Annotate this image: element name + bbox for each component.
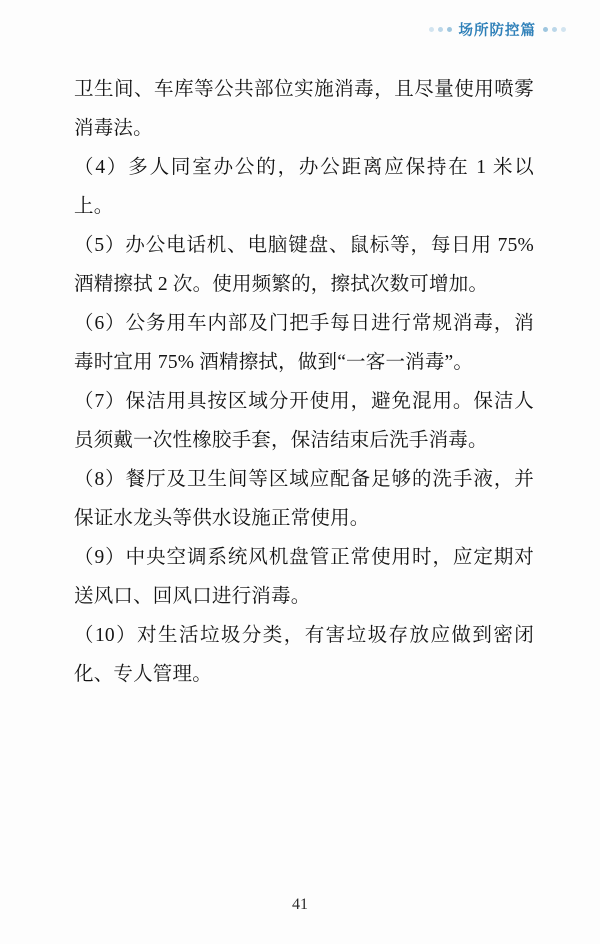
header-title: 场所防控篇 [458,22,536,39]
header-dots-right-icon [543,27,566,32]
paragraph: （8）餐厅及卫生间等区域应配备足够的洗手液，并保证水龙头等供水设施正常使用。 [74,469,534,529]
page-body [74,70,534,694]
paragraph: （7）保洁用具按区域分开使用，避免混用。保洁人员须戴一次性橡胶手套，保洁结束后洗手消毒。 [74,391,534,451]
paragraph: （5）办公电话机、电脑键盘、鼠标等，每日用 75% 酒精擦拭 2 次。使用频繁的，擦拭次数可增加。 [74,235,534,295]
header-dots-left-icon [429,27,452,32]
paragraph: （10）对生活垃圾分类，有害垃圾存放应做到密闭化、专人管理。 [74,625,534,685]
running-header [429,18,567,40]
paragraph: （4）多人同室办公的，办公距离应保持在 1 米以上。 [74,157,534,217]
paragraph: （6）公务用车内部及门把手每日进行常规消毒，消毒时宜用 75% 酒精擦拭，做到“一客一消毒”。 [74,313,534,373]
paragraph: （9）中央空调系统风机盘管正常使用时，应定期对送风口、回风口进行消毒。 [74,547,534,607]
page-number: 41 [292,896,308,913]
paragraph: 卫生间、车库等公共部位实施消毒，且尽量使用喷雾消毒法。 [74,79,534,139]
